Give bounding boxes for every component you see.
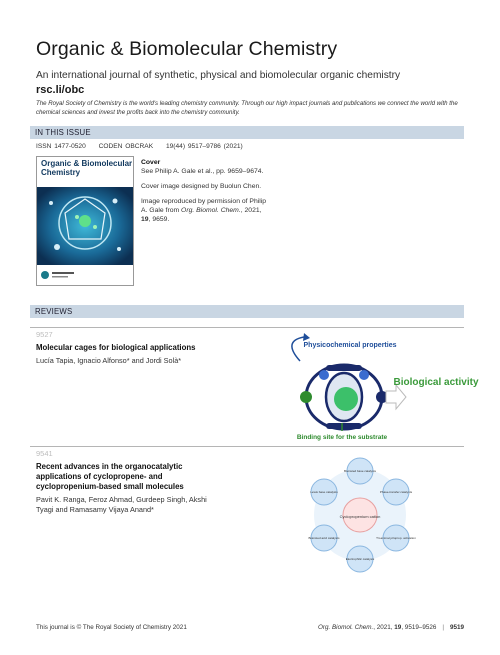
cyclopropenium-graphic xyxy=(308,456,416,574)
reviews-heading: REVIEWS xyxy=(35,306,73,316)
coden: CODEN OBCRAK xyxy=(98,143,154,150)
volume-info: 19(44) 9517–9786 (2021) xyxy=(165,143,243,150)
cage-bottom-bar xyxy=(326,423,362,429)
issn-line xyxy=(36,143,253,150)
rsc-logo-icon xyxy=(37,265,133,285)
center-label: Cyclopropenium cation xyxy=(339,514,381,519)
bubble-label: Electrophilic catalysis xyxy=(345,557,375,561)
footer-volume: 19 xyxy=(394,624,402,631)
footer-separator: | xyxy=(442,624,444,631)
cover-label: Cover xyxy=(141,159,161,166)
journal-title: Organic & Biomolecular Chemistry xyxy=(36,38,338,60)
footer-journal: Org. Biomol. Chem. xyxy=(317,624,374,631)
bubble-label: Lewis base catalysts xyxy=(310,490,338,494)
arrow-right-icon xyxy=(386,385,406,409)
cover-journal-title: Organic & Biomolecular Chemistry xyxy=(41,159,133,177)
issn: ISSN 1477-0520 xyxy=(36,143,86,150)
cover-reproduced-text: Image reproduced by permission of Philip A. Gale from xyxy=(141,198,267,214)
node xyxy=(300,391,312,403)
in-this-issue-heading: IN THIS ISSUE xyxy=(35,127,91,137)
cover-reproduced-journal: Org. Biomol. Chem. xyxy=(181,207,241,214)
journal-subtitle: An international journal of synthetic, physical and biomolecular organic chemistry xyxy=(36,70,401,81)
bubble-label: Brønsted acid catalysts xyxy=(308,536,340,540)
in-this-issue-bar xyxy=(30,126,464,139)
cover-reference[interactable]: See Philip A. Gale et al., pp. 9659–9674. xyxy=(141,168,264,175)
article-page: 9527 xyxy=(36,330,53,339)
journal-blurb: The Royal Society of Chemistry is the world's leading chemistry community. Through our high impact journals and publications we connect the world with the chemical sciences and invest the profits back into the chemistry community. xyxy=(36,100,458,116)
bubble-label: Phase-transfer catalysts xyxy=(379,490,413,494)
substrate xyxy=(334,387,358,411)
footer-year: , 2021, xyxy=(373,624,395,631)
divider xyxy=(30,327,464,328)
article-page: 9541 xyxy=(36,449,53,458)
arrowhead-icon xyxy=(303,333,310,341)
cover-reproduced-year: , 2021, xyxy=(240,207,262,214)
article-title[interactable]: Recent advances in the organocatalytic applications of cyclopropene- and cyclopropenium-based small molecules xyxy=(36,462,184,491)
cover-info xyxy=(141,158,271,230)
binding-site-label: Binding site for the substrate xyxy=(296,434,388,441)
journal-url[interactable]: rsc.li/obc xyxy=(36,84,85,96)
article-authors: Pavit K. Ranga, Feroz Ahmad, Gurdeep Singh, Akshi Tyagi and Ramasamy Vijaya Anand* xyxy=(36,495,207,514)
footer-pages: , 9519–9526 xyxy=(401,624,437,631)
footer-copyright: This journal is © The Royal Society of Chemistry 2021 xyxy=(36,624,187,631)
bubble-label: Tri-aminocycloprop. activation xyxy=(376,536,416,540)
cover-reproduced-vol: 19 xyxy=(141,216,149,223)
divider xyxy=(30,446,464,447)
footer-citation xyxy=(318,624,464,631)
article-authors: Lucía Tapia, Ignacio Alfonso* and Jordi Solà* xyxy=(36,356,182,365)
footer-page-number: 9519 xyxy=(449,624,464,631)
node xyxy=(359,370,369,380)
reviews-bar xyxy=(30,305,464,318)
node xyxy=(319,370,329,380)
physicochemical-label: Physicochemical properties xyxy=(303,342,397,349)
cover-designer: Cover image designed by Buolun Chen. xyxy=(141,183,262,190)
bubble-label: Brønsted base catalysts xyxy=(343,469,377,473)
biological-activity-label: Biological activity xyxy=(393,377,479,388)
cover-reproduced xyxy=(141,197,271,224)
article-title[interactable]: Molecular cages for biological applications xyxy=(36,343,196,352)
cage-top-bar xyxy=(326,365,362,371)
curved-arrow-icon xyxy=(292,337,304,361)
cover-reproduced-page: , 9659. xyxy=(148,216,170,223)
cover-image[interactable] xyxy=(36,156,134,286)
molecular-cage-graphic xyxy=(272,331,479,443)
